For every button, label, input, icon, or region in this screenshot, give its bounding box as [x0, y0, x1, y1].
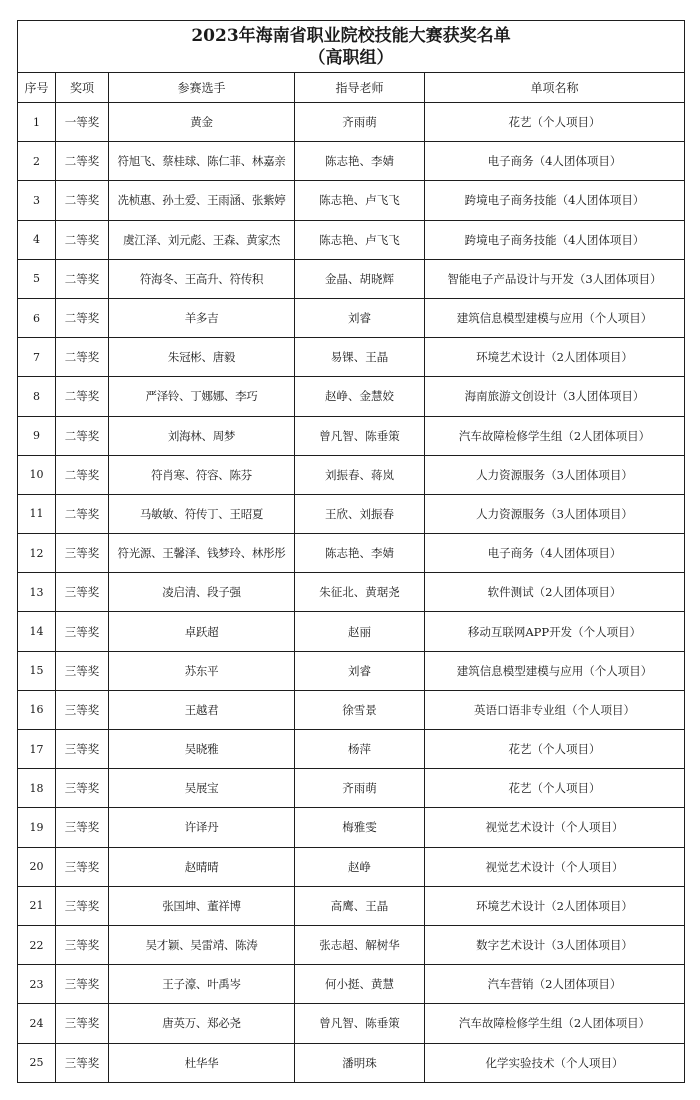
- cell-no: 19: [18, 808, 56, 847]
- cell-contestants: 符海冬、王高升、符传积: [109, 259, 295, 298]
- table-row: [18, 965, 685, 1004]
- cell-contestants: 王越君: [109, 690, 295, 729]
- cell-event: 软件测试（2人团体项目）: [425, 573, 685, 612]
- cell-contestants: 符光源、王馨泽、钱梦玲、林彤彤: [109, 534, 295, 573]
- cell-contestants: 卓跃超: [109, 612, 295, 651]
- document-title: [18, 21, 685, 73]
- table-body: [18, 103, 685, 1083]
- cell-award: 三等奖: [56, 965, 109, 1004]
- title-row: [18, 21, 685, 73]
- cell-no: 3: [18, 181, 56, 220]
- table-row: [18, 847, 685, 886]
- cell-event: 跨境电子商务技能（4人团体项目）: [425, 220, 685, 259]
- cell-award: 三等奖: [56, 573, 109, 612]
- cell-contestants: 朱冠彬、唐毅: [109, 338, 295, 377]
- cell-award: 三等奖: [56, 730, 109, 769]
- cell-award: 二等奖: [56, 338, 109, 377]
- table-row: [18, 612, 685, 651]
- table-row: [18, 651, 685, 690]
- table-row: [18, 808, 685, 847]
- cell-contestants: 许译丹: [109, 808, 295, 847]
- cell-contestants: 张国坤、董祥博: [109, 886, 295, 925]
- cell-contestants: 苏东平: [109, 651, 295, 690]
- cell-event: 花艺（个人项目）: [425, 103, 685, 142]
- cell-award: 三等奖: [56, 651, 109, 690]
- cell-event: 移动互联网APP开发（个人项目）: [425, 612, 685, 651]
- cell-teachers: 陈志艳、李婧: [295, 534, 425, 573]
- cell-event: 电子商务（4人团体项目）: [425, 534, 685, 573]
- table-row: [18, 730, 685, 769]
- cell-teachers: 赵峥、金慧姣: [295, 377, 425, 416]
- cell-award: 二等奖: [56, 220, 109, 259]
- cell-no: 13: [18, 573, 56, 612]
- table-row: [18, 886, 685, 925]
- cell-event: 数字艺术设计（3人团体项目）: [425, 925, 685, 964]
- cell-teachers: 刘睿: [295, 298, 425, 337]
- cell-teachers: 徐雪景: [295, 690, 425, 729]
- table-row: [18, 103, 685, 142]
- cell-no: 10: [18, 455, 56, 494]
- cell-teachers: 陈志艳、卢飞飞: [295, 181, 425, 220]
- cell-award: 三等奖: [56, 534, 109, 573]
- table-row: [18, 338, 685, 377]
- cell-no: 20: [18, 847, 56, 886]
- cell-event: 视觉艺术设计（个人项目）: [425, 847, 685, 886]
- cell-teachers: 梅雅雯: [295, 808, 425, 847]
- cell-no: 16: [18, 690, 56, 729]
- cell-contestants: 黄金: [109, 103, 295, 142]
- cell-no: 17: [18, 730, 56, 769]
- header-contestants: 参赛选手: [109, 73, 295, 103]
- cell-no: 5: [18, 259, 56, 298]
- cell-no: 18: [18, 769, 56, 808]
- cell-no: 22: [18, 925, 56, 964]
- cell-no: 21: [18, 886, 56, 925]
- cell-no: 7: [18, 338, 56, 377]
- cell-no: 1: [18, 103, 56, 142]
- cell-contestants: 吴展宝: [109, 769, 295, 808]
- table-row: [18, 455, 685, 494]
- cell-award: 三等奖: [56, 1043, 109, 1082]
- cell-contestants: 冼桢惠、孙土爱、王雨涵、张紫婷: [109, 181, 295, 220]
- cell-no: 12: [18, 534, 56, 573]
- cell-teachers: 刘振春、蒋岚: [295, 455, 425, 494]
- cell-teachers: 赵峥: [295, 847, 425, 886]
- table-row: [18, 377, 685, 416]
- cell-teachers: 曾凡智、陈垂策: [295, 416, 425, 455]
- cell-teachers: 刘睿: [295, 651, 425, 690]
- cell-contestants: 虞江泽、刘元彪、王森、黄家杰: [109, 220, 295, 259]
- cell-event: 建筑信息模型建模与应用（个人项目）: [425, 298, 685, 337]
- cell-award: 二等奖: [56, 455, 109, 494]
- header-no: 序号: [18, 73, 56, 103]
- header-teachers: 指导老师: [295, 73, 425, 103]
- cell-award: 二等奖: [56, 142, 109, 181]
- cell-teachers: 易锞、王晶: [295, 338, 425, 377]
- header-row: [18, 73, 685, 103]
- table-row: [18, 494, 685, 533]
- cell-event: 人力资源服务（3人团体项目）: [425, 455, 685, 494]
- cell-contestants: 符旭飞、蔡桂球、陈仁菲、林嘉亲: [109, 142, 295, 181]
- table-row: [18, 1004, 685, 1043]
- cell-event: 海南旅游文创设计（3人团体项目）: [425, 377, 685, 416]
- cell-no: 9: [18, 416, 56, 455]
- cell-teachers: 杨萍: [295, 730, 425, 769]
- cell-teachers: 金晶、胡晓辉: [295, 259, 425, 298]
- cell-award: 二等奖: [56, 259, 109, 298]
- cell-event: 化学实验技术（个人项目）: [425, 1043, 685, 1082]
- cell-award: 二等奖: [56, 377, 109, 416]
- cell-event: 建筑信息模型建模与应用（个人项目）: [425, 651, 685, 690]
- award-table: [17, 20, 685, 1083]
- cell-event: 汽车营销（2人团体项目）: [425, 965, 685, 1004]
- cell-contestants: 严泽铃、丁娜娜、李巧: [109, 377, 295, 416]
- cell-event: 环境艺术设计（2人团体项目）: [425, 338, 685, 377]
- cell-teachers: 高鹰、王晶: [295, 886, 425, 925]
- table-row: [18, 220, 685, 259]
- cell-contestants: 赵晴晴: [109, 847, 295, 886]
- cell-event: 视觉艺术设计（个人项目）: [425, 808, 685, 847]
- cell-award: 三等奖: [56, 769, 109, 808]
- cell-award: 二等奖: [56, 181, 109, 220]
- cell-no: 14: [18, 612, 56, 651]
- cell-contestants: 刘海林、周梦: [109, 416, 295, 455]
- header-award: 奖项: [56, 73, 109, 103]
- cell-award: 三等奖: [56, 925, 109, 964]
- cell-award: 三等奖: [56, 690, 109, 729]
- cell-teachers: 赵丽: [295, 612, 425, 651]
- cell-award: 三等奖: [56, 886, 109, 925]
- title-line-2: （高职组）: [308, 47, 394, 68]
- table-row: [18, 181, 685, 220]
- table-row: [18, 259, 685, 298]
- cell-event: 花艺（个人项目）: [425, 769, 685, 808]
- table-row: [18, 1043, 685, 1082]
- cell-no: 25: [18, 1043, 56, 1082]
- cell-event: 跨境电子商务技能（4人团体项目）: [425, 181, 685, 220]
- cell-teachers: 潘明珠: [295, 1043, 425, 1082]
- cell-event: 英语口语非专业组（个人项目）: [425, 690, 685, 729]
- table-row: [18, 416, 685, 455]
- table-row: [18, 142, 685, 181]
- cell-teachers: 朱征北、黄琚尧: [295, 573, 425, 612]
- cell-no: 4: [18, 220, 56, 259]
- cell-contestants: 凌启清、段子强: [109, 573, 295, 612]
- cell-contestants: 唐英万、郑必尧: [109, 1004, 295, 1043]
- table-row: [18, 690, 685, 729]
- table-row: [18, 534, 685, 573]
- cell-award: 二等奖: [56, 494, 109, 533]
- cell-award: 三等奖: [56, 808, 109, 847]
- cell-award: 三等奖: [56, 612, 109, 651]
- cell-contestants: 王子濠、叶禹岑: [109, 965, 295, 1004]
- header-event: 单项名称: [425, 73, 685, 103]
- cell-teachers: 陈志艳、卢飞飞: [295, 220, 425, 259]
- cell-no: 15: [18, 651, 56, 690]
- cell-no: 23: [18, 965, 56, 1004]
- cell-award: 二等奖: [56, 298, 109, 337]
- cell-award: 二等奖: [56, 416, 109, 455]
- table-row: [18, 298, 685, 337]
- table-row: [18, 925, 685, 964]
- cell-award: 一等奖: [56, 103, 109, 142]
- cell-no: 11: [18, 494, 56, 533]
- cell-event: 汽车故障检修学生组（2人团体项目）: [425, 416, 685, 455]
- cell-teachers: 齐雨萌: [295, 103, 425, 142]
- cell-contestants: 羊多吉: [109, 298, 295, 337]
- cell-no: 24: [18, 1004, 56, 1043]
- cell-contestants: 杜华华: [109, 1043, 295, 1082]
- cell-teachers: 王欣、刘振春: [295, 494, 425, 533]
- cell-teachers: 何小挺、黄慧: [295, 965, 425, 1004]
- cell-contestants: 马敏敏、符传丁、王昭夏: [109, 494, 295, 533]
- cell-contestants: 吴晓雅: [109, 730, 295, 769]
- cell-no: 8: [18, 377, 56, 416]
- cell-event: 智能电子产品设计与开发（3人团体项目）: [425, 259, 685, 298]
- cell-no: 6: [18, 298, 56, 337]
- table-row: [18, 769, 685, 808]
- cell-teachers: 张志超、解树华: [295, 925, 425, 964]
- cell-event: 花艺（个人项目）: [425, 730, 685, 769]
- cell-event: 汽车故障检修学生组（2人团体项目）: [425, 1004, 685, 1043]
- cell-no: 2: [18, 142, 56, 181]
- cell-event: 人力资源服务（3人团体项目）: [425, 494, 685, 533]
- cell-award: 三等奖: [56, 847, 109, 886]
- cell-event: 电子商务（4人团体项目）: [425, 142, 685, 181]
- cell-teachers: 齐雨萌: [295, 769, 425, 808]
- cell-award: 三等奖: [56, 1004, 109, 1043]
- cell-contestants: 符肖寒、符容、陈芬: [109, 455, 295, 494]
- cell-teachers: 曾凡智、陈垂策: [295, 1004, 425, 1043]
- cell-contestants: 吴才颖、吴雷靖、陈涛: [109, 925, 295, 964]
- cell-event: 环境艺术设计（2人团体项目）: [425, 886, 685, 925]
- cell-teachers: 陈志艳、李婧: [295, 142, 425, 181]
- award-list-sheet: [17, 20, 684, 1083]
- title-line-1: 2023年海南省职业院校技能大赛获奖名单: [191, 25, 511, 46]
- table-row: [18, 573, 685, 612]
